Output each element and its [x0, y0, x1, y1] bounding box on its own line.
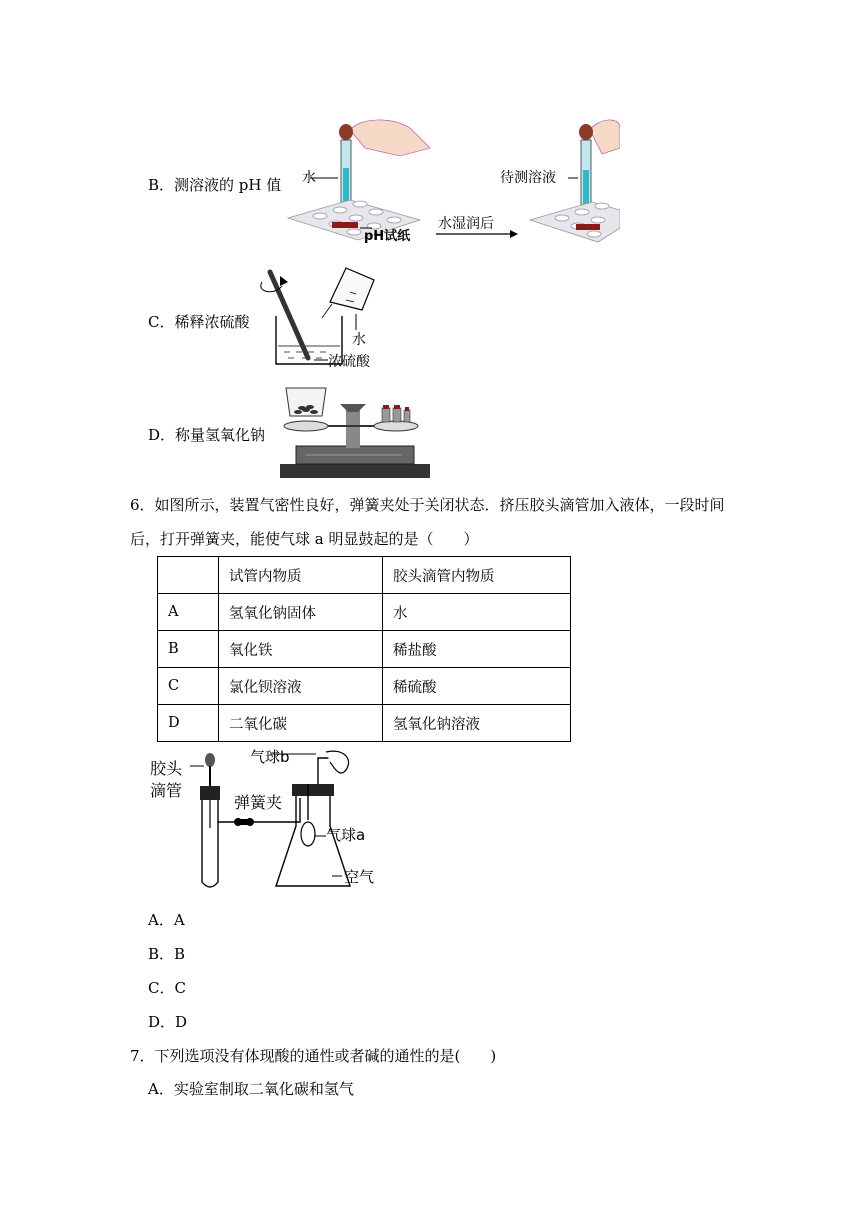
table-header-cell: 胶头滴管内物质	[383, 557, 571, 594]
q6-choice-d: D．D	[148, 1013, 188, 1031]
option-b-label: B．测溶液的 pH 值	[148, 176, 282, 194]
table-cell: 二氧化碳	[219, 705, 383, 742]
air-label: 空气	[344, 868, 375, 886]
balloon-a-label: 气球a	[326, 826, 366, 844]
clamp-label: 弹簧夹	[234, 793, 283, 812]
apparatus-figure	[150, 748, 410, 894]
table-header-row	[158, 557, 571, 594]
balloon-b-label: 气球b	[250, 748, 290, 766]
table-cell: 氧化铁	[219, 631, 383, 668]
water-label-c: 水	[352, 332, 366, 348]
balance-figure	[276, 384, 432, 482]
dropper-label-1: 胶头	[150, 759, 183, 778]
table-cell: 水	[383, 594, 571, 631]
q6-table	[157, 556, 571, 742]
table-cell: 氢氧化钠溶液	[383, 705, 571, 742]
dropper-bulb-icon	[205, 753, 215, 767]
table-cell: 稀硫酸	[383, 668, 571, 705]
right-pan-icon	[374, 421, 418, 431]
table-cell: A	[158, 594, 219, 631]
acid-label: 浓硫酸	[328, 354, 370, 370]
table-cell: C	[158, 668, 219, 705]
arrow-right-icon	[510, 230, 518, 238]
balance-base-icon	[280, 464, 430, 478]
table-cell: D	[158, 705, 219, 742]
arrow-label: 水湿润后	[438, 216, 494, 232]
table-row	[158, 594, 571, 631]
q6-line-1: 6．如图所示，装置气密性良好，弹簧夹处于关闭状态．挤压胶头滴管加入液体，一段时间	[130, 496, 725, 514]
ph-test-figure	[280, 108, 620, 248]
pouring-beaker-icon	[330, 268, 374, 310]
balloon-a-icon	[301, 822, 315, 846]
dropper-bulb-right-icon	[579, 124, 593, 140]
q6-choice-c: C．C	[148, 979, 186, 997]
table-header-cell	[158, 557, 219, 594]
stopper-left-icon	[200, 786, 220, 800]
q6-choice-a: A．A	[148, 911, 185, 929]
table-row	[158, 705, 571, 742]
q7-choice-a: A．实验室制取二氧化碳和氢气	[148, 1080, 354, 1098]
table-row	[158, 631, 571, 668]
hand-left-icon	[350, 120, 430, 156]
option-c-label: C．稀释浓硫酸	[148, 313, 250, 331]
table-cell: 氯化钡溶液	[219, 668, 383, 705]
option-d-label: D．称量氢氧化钠	[148, 426, 266, 444]
table-cell: B	[158, 631, 219, 668]
table-cell: 稀盐酸	[383, 631, 571, 668]
table-cell: 氢氧化钠固体	[219, 594, 383, 631]
hand-right-icon	[590, 120, 620, 154]
q7-stem: 7．下列选项没有体现酸的通性或者碱的通性的是( )	[130, 1047, 497, 1065]
water-label: 水	[302, 170, 316, 186]
dropper-label-2: 滴管	[150, 781, 183, 800]
q6-line-2: 后，打开弹簧夹，能使气球 a 明显鼓起的是（ ）	[130, 530, 479, 548]
dilute-acid-figure	[258, 262, 408, 374]
ph-paper-label: pH试纸	[364, 229, 411, 244]
dropper-bulb-left-icon	[339, 124, 353, 140]
table-header-cell: 试管内物质	[219, 557, 383, 594]
stopper-right-icon	[292, 784, 334, 796]
balloon-b-icon	[326, 751, 349, 773]
left-pan-icon	[284, 421, 328, 431]
table-row	[158, 668, 571, 705]
test-solution-label: 待测溶液	[500, 170, 556, 186]
q6-choice-b: B．B	[148, 945, 186, 963]
